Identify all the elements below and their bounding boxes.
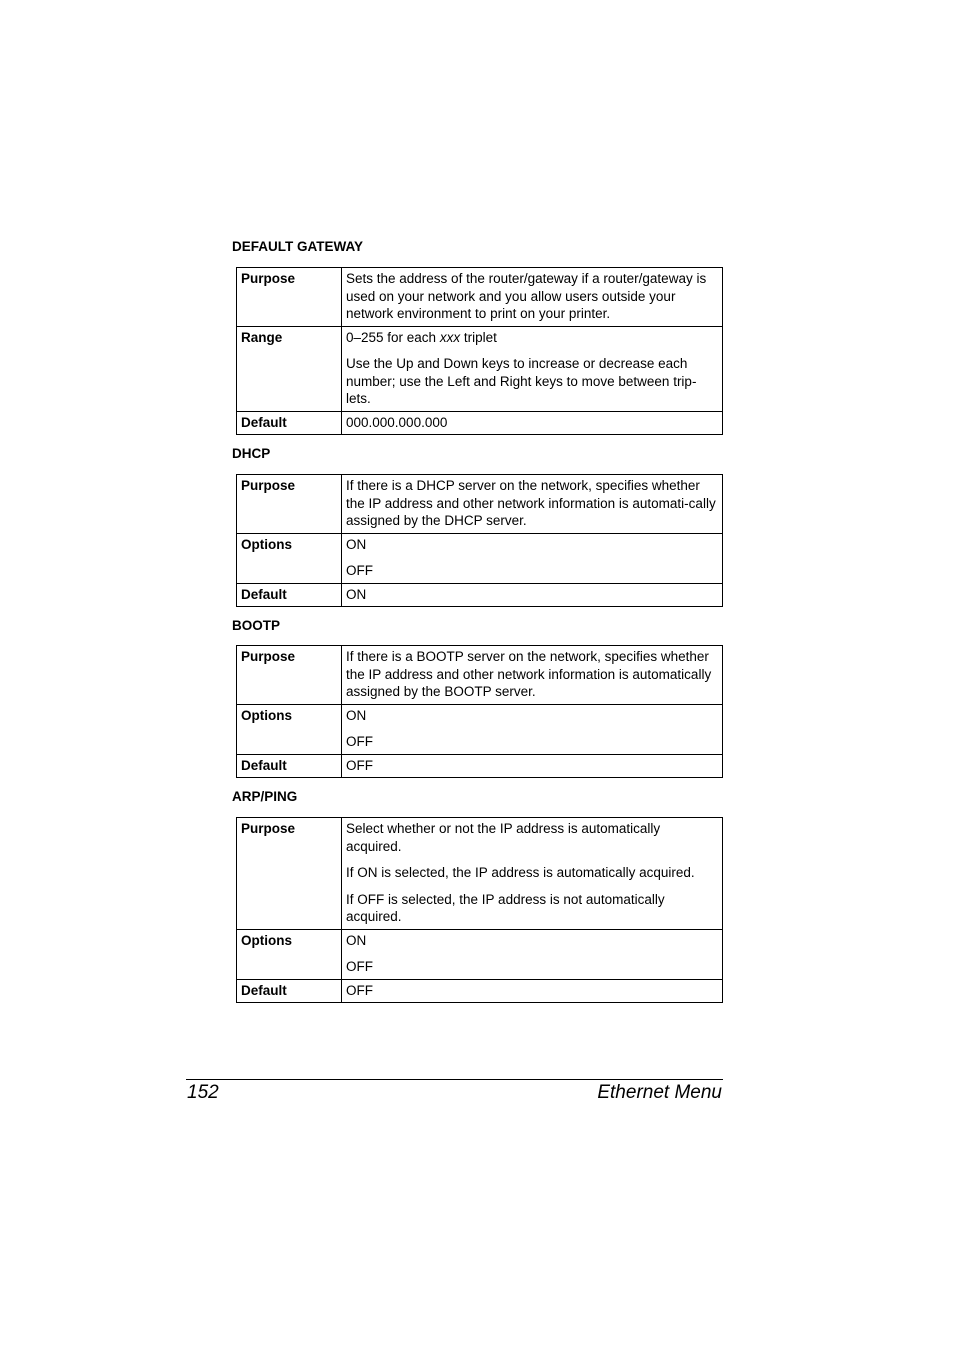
row-label: Purpose	[237, 475, 342, 534]
row-value	[342, 754, 723, 778]
purpose-text: If there is a BOOTP server on the network, specifies whether the IP address and other network information is automatically assigned by the BOOTP server.	[346, 649, 712, 699]
range-suffix: triplet	[460, 329, 497, 345]
chapter-title: Ethernet Menu	[597, 1082, 722, 1103]
table-row	[237, 929, 723, 979]
row-label: Default	[237, 979, 342, 1003]
purpose-text: Sets the address of the router/gateway if a router/gateway is used on your network and you allow users outside your network environment to print on your printer.	[346, 271, 707, 321]
table-row	[237, 583, 723, 607]
purpose-text: Select whether or not the IP address is automatically acquired.	[346, 821, 661, 854]
table-row	[237, 411, 723, 435]
row-label: Default	[237, 754, 342, 778]
default-value: OFF	[346, 982, 373, 998]
option-on: ON	[346, 707, 367, 723]
row-value	[342, 326, 723, 411]
row-value	[342, 704, 723, 754]
row-value	[342, 533, 723, 583]
purpose-text-on: If ON is selected, the IP address is automatically acquired.	[346, 865, 695, 880]
footer-divider	[186, 1079, 723, 1080]
row-value	[342, 411, 723, 435]
row-label: Options	[237, 929, 342, 979]
option-off: OFF	[346, 959, 373, 974]
row-value	[342, 583, 723, 607]
row-label: Options	[237, 704, 342, 754]
table-row	[237, 818, 723, 930]
row-label: Purpose	[237, 818, 342, 930]
row-value	[342, 979, 723, 1003]
page-number: 152	[187, 1082, 219, 1103]
section-heading-dhcp: DHCP	[232, 446, 271, 461]
default-value: ON	[346, 586, 367, 602]
row-label: Purpose	[237, 268, 342, 327]
row-value	[342, 475, 723, 534]
default-gateway-table	[236, 267, 723, 435]
table-row	[237, 979, 723, 1003]
row-label: Options	[237, 533, 342, 583]
row-label: Purpose	[237, 646, 342, 705]
table-row	[237, 754, 723, 778]
row-label: Range	[237, 326, 342, 411]
row-value	[342, 268, 723, 327]
table-row	[237, 533, 723, 583]
table-row	[237, 646, 723, 705]
range-variable: xxx	[439, 329, 461, 345]
purpose-text-off: If OFF is selected, the IP address is not automatically acquired.	[346, 891, 665, 924]
section-heading-bootp: BOOTP	[232, 618, 281, 633]
row-label: Default	[237, 583, 342, 607]
section-heading-default-gateway: DEFAULT GATEWAY	[232, 239, 364, 254]
option-on: ON	[346, 536, 367, 552]
table-row	[237, 268, 723, 327]
option-off: OFF	[346, 734, 373, 749]
default-value: OFF	[346, 757, 373, 773]
row-label: Default	[237, 411, 342, 435]
option-off: OFF	[346, 563, 373, 578]
purpose-text: If there is a DHCP server on the network, specifies whether the IP address and other network information is automati-cally assigned by the DHCP server.	[346, 478, 716, 528]
dhcp-table	[236, 474, 723, 607]
row-value	[342, 929, 723, 979]
table-row	[237, 475, 723, 534]
range-text	[346, 329, 718, 347]
table-row	[237, 704, 723, 754]
range-instructions: Use the Up and Down keys to increase or decrease each number; use the Left and Right keys to move between trip-lets.	[346, 356, 697, 406]
row-value	[342, 646, 723, 705]
option-on: ON	[346, 932, 367, 948]
section-heading-arp-ping: ARP/PING	[232, 789, 298, 804]
arp-ping-table	[236, 817, 723, 1003]
default-value: 000.000.000.000	[346, 414, 448, 430]
bootp-table	[236, 645, 723, 778]
row-value	[342, 818, 723, 930]
table-row	[237, 326, 723, 411]
range-prefix: 0–255 for each	[346, 329, 440, 345]
